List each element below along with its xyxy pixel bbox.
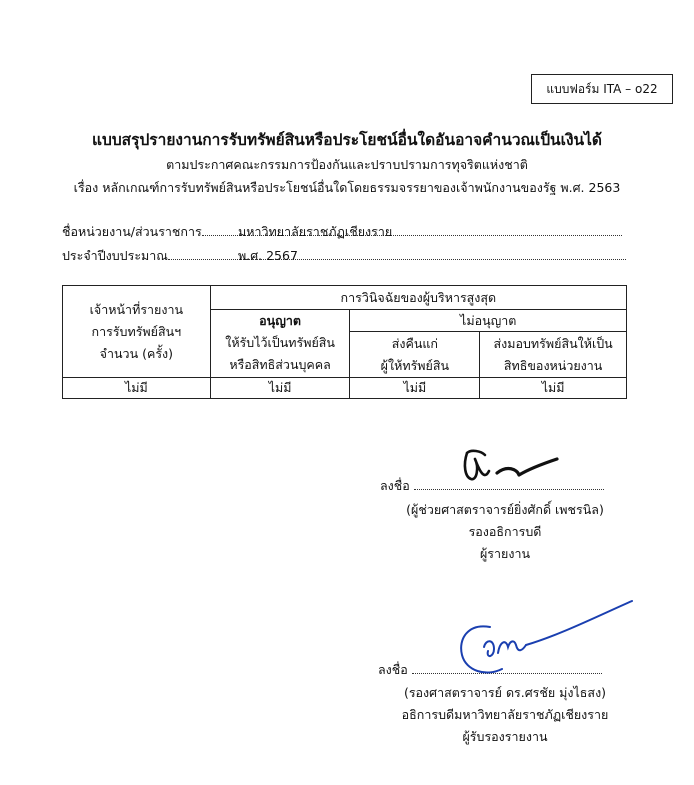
table-cell: ไม่มี [63,378,211,399]
allow-header: อนุญาต [259,313,302,328]
return-header-line: ส่งคืนแก่ [391,335,438,351]
reporter-header-line: เจ้าหน้าที่รายงาน [89,301,184,317]
signer-1-role: ผู้รายงาน [479,546,531,561]
disallow-header: ไม่อนุญาต [350,310,627,332]
sign-label: ลงชื่อ [380,478,410,493]
budget-year-row [62,246,626,266]
signer-1-name: (ผู้ช่วยศาสตราจารย์ยิ่งศักดิ์ เพชรนิล) [406,502,604,517]
subtitle-announcement: ตามประกาศคณะกรรมการป้องกันและปราบปรามการทุจริตแห่งชาติ [166,157,528,172]
handover-header-line: สิทธิของหน่วยงาน [503,357,603,373]
signer-1-position: รองอธิการบดี [468,524,542,539]
table-row [63,378,627,399]
budget-year-value: พ.ศ. 2567 [238,248,298,263]
budget-year-fill-line [246,259,626,260]
dotted-leader [168,259,246,260]
handover-header [480,332,627,378]
sign-dotted-line [414,489,604,490]
agency-label: ชื่อหน่วยงาน/ส่วนราชการ [62,224,202,239]
gift-report-table [62,285,627,399]
decision-header: การวินิจฉัยของผู้บริหารสูงสุด [210,286,626,310]
return-header-line: ผู้ให้ทรัพย์สิน [380,357,450,373]
sign-label: ลงชื่อ [378,662,408,677]
form-code: แบบฟอร์ม ITA – o22 [546,82,658,96]
signer-2-position: อธิการบดีมหาวิทยาลัยราชภัฏเชียงราย [401,707,609,722]
table-cell: ไม่มี [210,378,350,399]
reporter-header-line: จำนวน (ครั้ง) [99,345,174,361]
return-header [350,332,480,378]
agency-value: มหาวิทยาลัยราชภัฏเชียงราย [238,224,393,239]
budget-year-label: ประจำปีงบประมาณ [62,248,168,263]
allow-sub-line: ให้รับไว้เป็นทรัพย์สิน [225,335,335,350]
page-title: แบบสรุปรายงานการรับทรัพย์สินหรือประโยชน์อื่นใดอันอาจคำนวณเป็นเงินได้ [92,131,602,149]
signature-image-2 [450,595,640,685]
reporter-header-line: การรับทรัพย์สินฯ [91,323,182,339]
allow-sub-line: หรือสิทธิส่วนบุคคล [229,357,331,372]
handover-header-line: ส่งมอบทรัพย์สินให้เป็น [493,335,613,351]
dotted-leader [202,235,240,236]
subtitle-subject: เรื่อง หลักเกณฑ์การรับทรัพย์สินหรือประโยชน์อื่นใดโดยธรรมจรรยาของเจ้าพนักงานของรัฐ พ.ศ. 2563 [73,180,621,195]
form-code-box [531,74,673,104]
signature-image-1 [455,445,565,487]
signer-2-name: (รองศาสตราจารย์ ดร.ศรชัย มุ่งไธสง) [403,685,607,700]
reporter-header [63,286,211,378]
signer-2-role: ผู้รับรองรายงาน [462,729,548,744]
table-cell: ไม่มี [480,378,627,399]
table-cell: ไม่มี [350,378,480,399]
allow-header-cell [210,310,350,378]
